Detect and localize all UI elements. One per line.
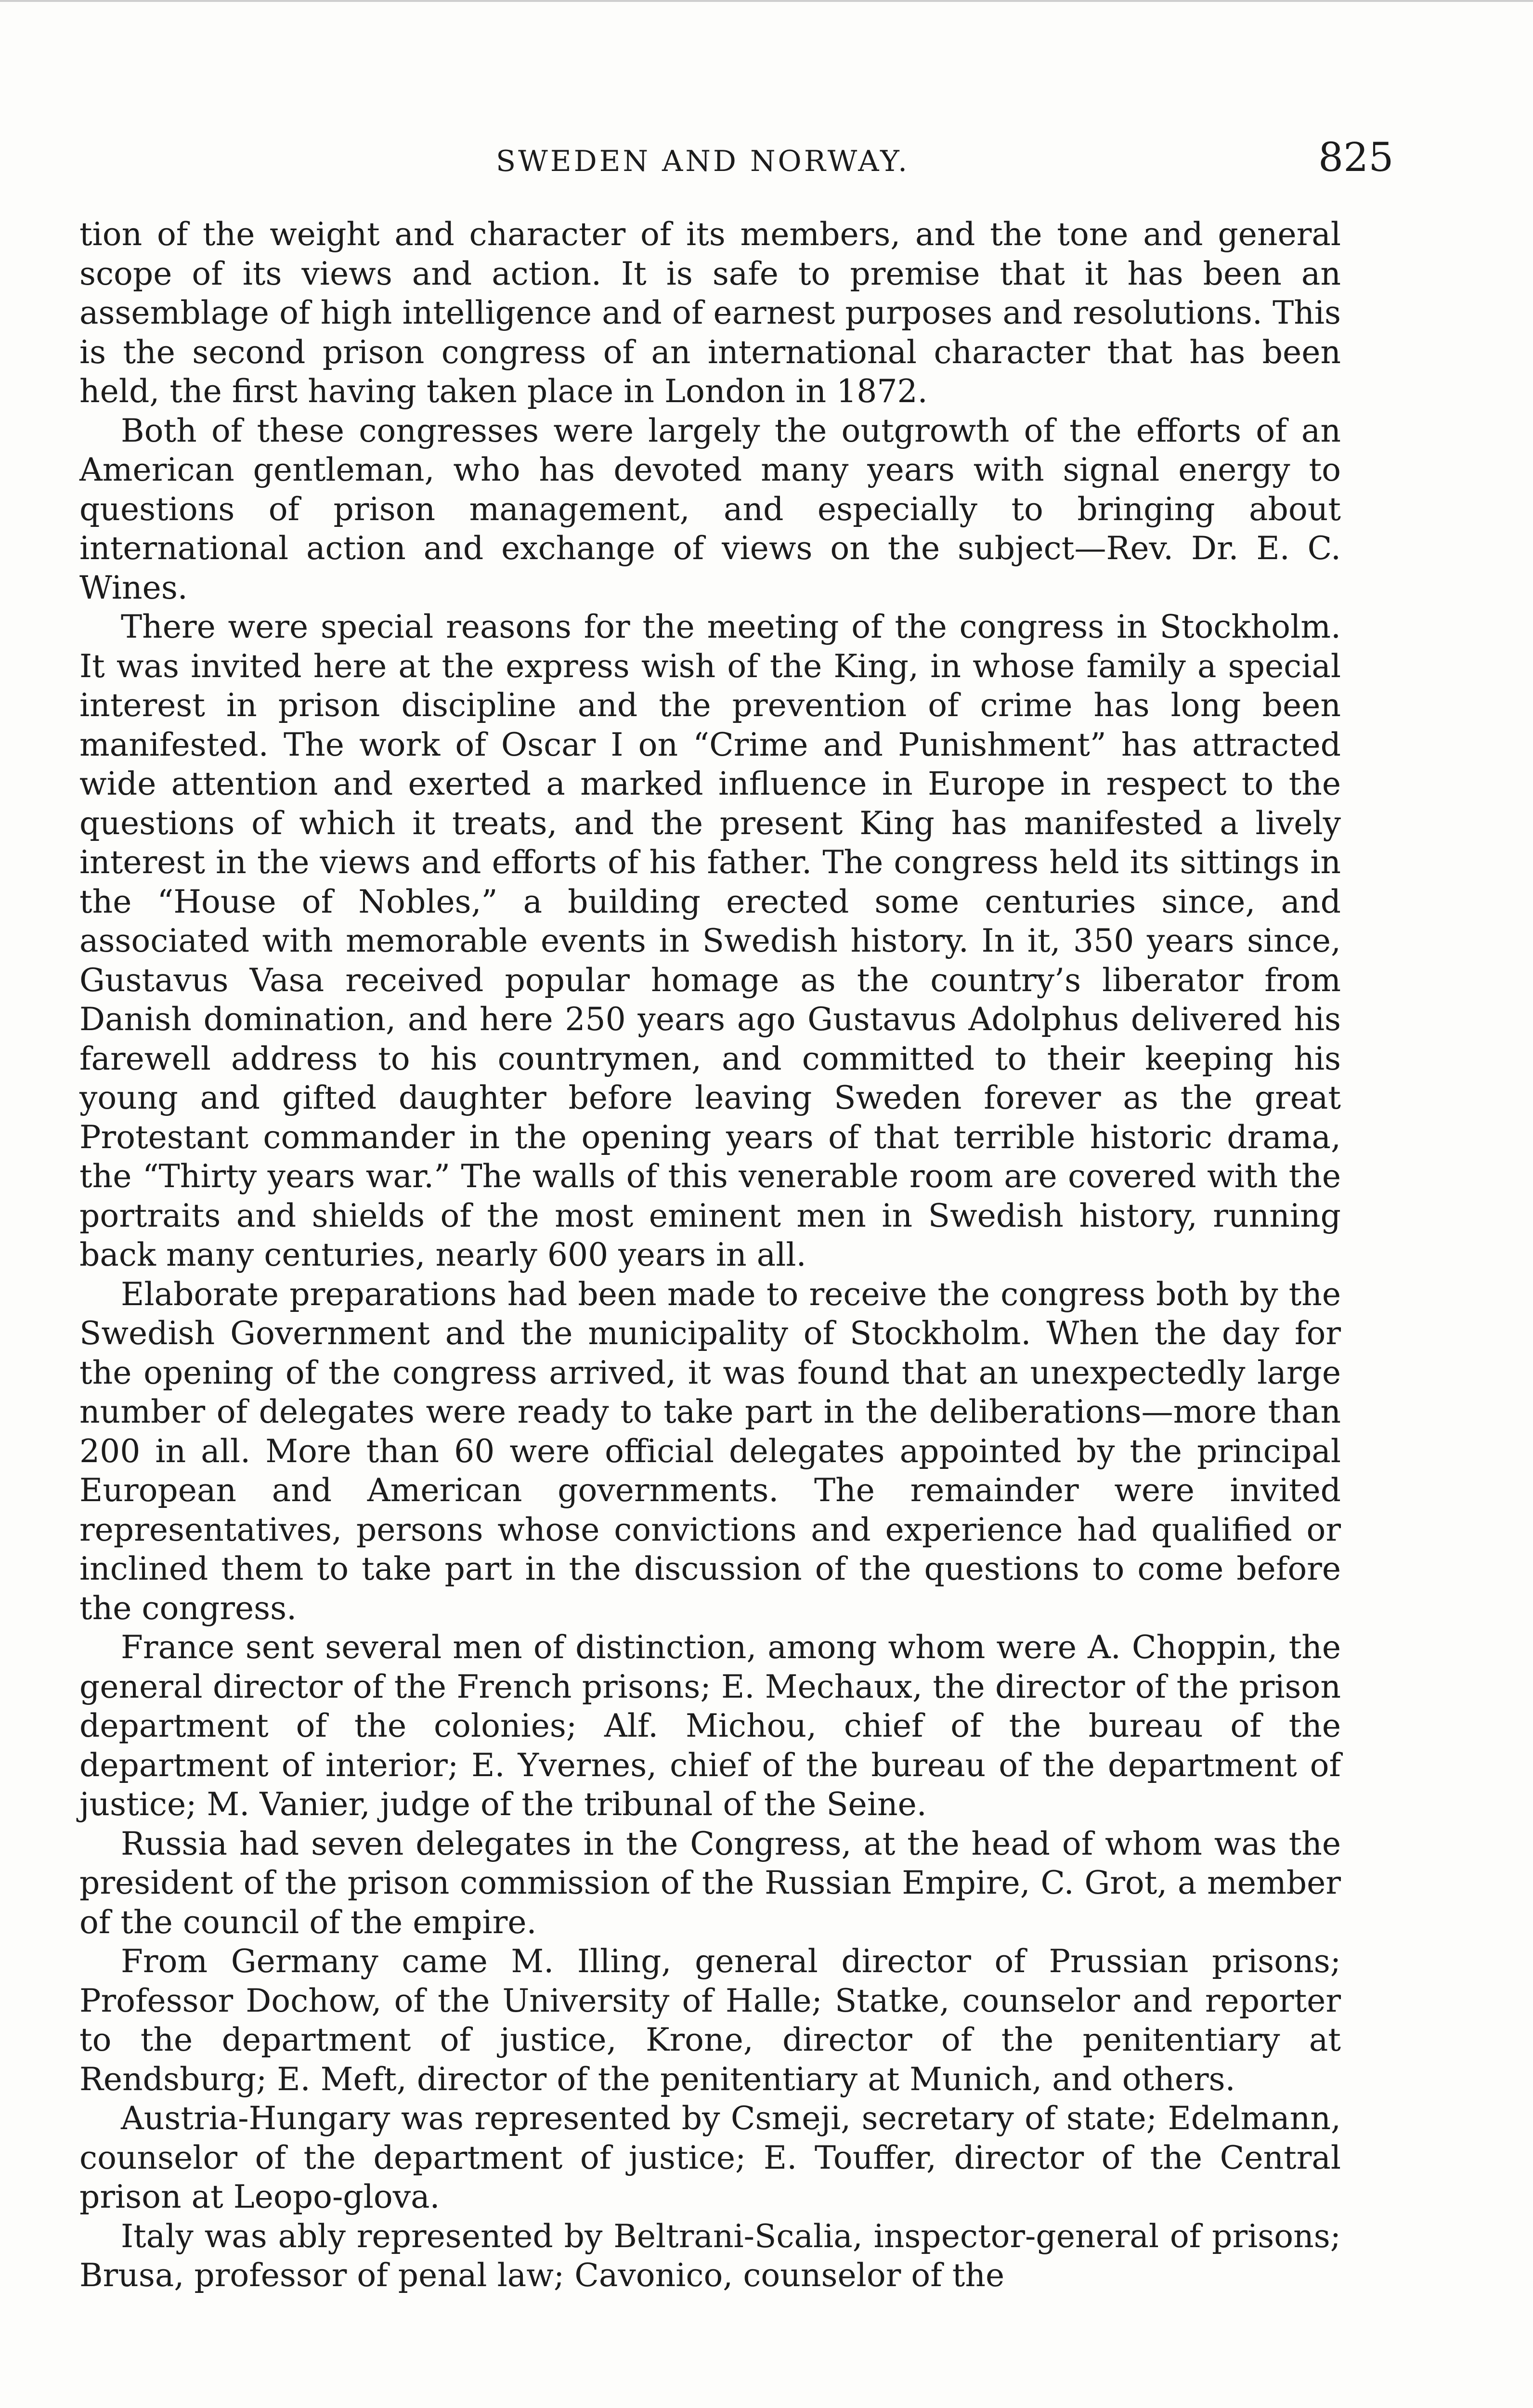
- paragraph: Italy was ably represented by Beltrani-Scalia, inspector-general of prisons; Brusa, professor of penal law; Cavonico, counselor of the: [79, 2217, 1341, 2294]
- paragraph: tion of the weight and character of its members, and the tone and general scope of its views and action. It is safe to premise that it has been an assemblage of high intelligence and of earnest purposes and resolutions. This is the second prison congress of an international character that has been held, the first having taken place in London in 1872.: [79, 216, 1341, 410]
- paragraph: Russia had seven delegates in the Congress, at the head of whom was the president of the prison commission of the Russian Empire, C. Grot, a member of the council of the empire.: [79, 1825, 1341, 1941]
- body-text: [79, 215, 1341, 2295]
- paragraph: From Germany came M. Illing, general director of Prussian prisons; Professor Dochow, of the University of Halle; Statke, counselor and reporter to the department of justice, Krone, director of the penitentiary at Rendsburg; E. Meft, director of the penitentiary at Munich, and others.: [79, 1943, 1341, 2098]
- page-number: 825: [1318, 135, 1394, 181]
- paragraph: Elaborate preparations had been made to receive the congress both by the Swedish Government and the municipality of Stockholm. When the day for the opening of the congress arrived, it was found that an unexpectedly large number of delegates were ready to take part in the deliberations—more than 200 in all. More than 60 were official delegates appointed by the principal European and American governments. The remainder were invited representatives, persons whose convictions and experience had qualified or inclined them to take part in the discussion of the questions to come before the congress.: [79, 1275, 1341, 1627]
- page-top-edge: [0, 0, 1533, 2]
- paragraph: France sent several men of distinction, among whom were A. Choppin, the general director of the French prisons; E. Mechaux, the director of the prison department of the colonies; Alf. Michou, chief of the bureau of the department of interior; E. Yvernes, chief of the bureau of the department of justice; M. Vanier, judge of the tribunal of the Seine.: [79, 1629, 1341, 1823]
- paragraph: Both of these congresses were largely the outgrowth of the efforts of an American gentleman, who has devoted many years with signal energy to questions of prison management, and especially to bringing about international action and exchange of views on the subject—Rev. Dr. E. C. Wines.: [79, 412, 1341, 606]
- paragraph: Austria-Hungary was represented by Csmeji, secretary of state; Edelmann, counselor of the department of justice; E. Touffer, director of the Central prison at Leopo-glova.: [79, 2100, 1341, 2215]
- running-head-title: SWEDEN AND NORWAY.: [496, 144, 910, 178]
- paragraph: There were special reasons for the meeting of the congress in Stockholm. It was invited here at the express wish of the King, in whose family a special interest in prison discipline and the prevention of crime has long been manifested. The work of Oscar I on “Crime and Punishment” has attracted wide attention and exerted a marked influence in Europe in respect to the questions of which it treats, and the present King has manifested a lively interest in the views and efforts of his father. The congress held its sittings in the “House of Nobles,” a building erected some centuries since, and associated with memorable events in Swedish history. In it, 350 years since, Gustavus Vasa received popular homage as the country’s liberator from Danish domination, and here 250 years ago Gustavus Adolphus delivered his farewell address to his countrymen, and committed to their keeping his young and gifted daughter before leaving Sweden forever as the great Protestant commander in the opening years of that terrible historic drama, the “Thirty years war.” The walls of this venerable room are covered with the portraits and shields of the most eminent men in Swedish history, running back many centuries, nearly 600 years in all.: [79, 608, 1341, 1273]
